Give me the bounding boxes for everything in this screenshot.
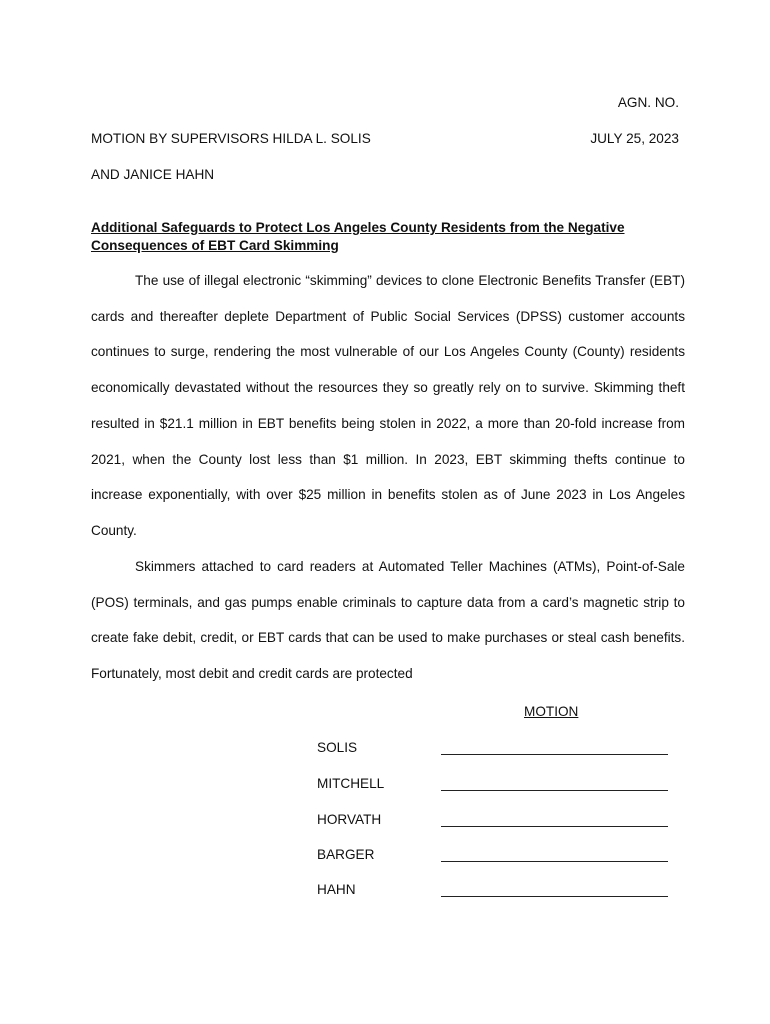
agenda-number-label: AGN. NO. xyxy=(617,95,679,110)
supervisor-name: MITCHELL xyxy=(317,776,385,791)
vote-line xyxy=(441,896,668,897)
motion-title: Additional Safeguards to Protect Los Angeles County Residents from the Negative Consequences of EBT Card Skimming xyxy=(91,220,625,253)
supervisor-name: BARGER xyxy=(317,847,375,862)
vote-line xyxy=(441,790,668,791)
motion-by-line-continued: AND JANICE HAHN xyxy=(91,167,215,182)
body-paragraph-2: Skimmers attached to card readers at Automated Teller Machines (ATMs), Point-of-Sale (POS) terminals, and gas pumps enable criminals to capture data from a card’s magnetic strip to create fake debit, credit, or EBT cards that can be used to make purchases or steal cash benefits. Fortunately, most debit and credit cards are protected xyxy=(91,559,685,682)
body-paragraph-1: The use of illegal electronic “skimming” devices to clone Electronic Benefits Transfer (EBT) cards and thereafter deplete Department of Public Social Services (DPSS) customer accounts continues to surge, rendering the most vulnerable of our Los Angeles County (County) residents economically devastated without the resources they so greatly rely on to survive. Skimming theft resulted in $21.1 million in EBT benefits being stolen in 2022, a more than 20-fold increase from 2021, when the County lost less than $1 million. In 2023, EBT skimming thefts continue to increase exponentially, with over $25 million in benefits stolen as of June 2023 in Los Angeles County. xyxy=(91,273,685,538)
supervisor-name: HAHN xyxy=(317,882,356,897)
vote-line xyxy=(441,754,668,755)
vote-line xyxy=(441,861,668,862)
supervisor-name: HORVATH xyxy=(317,812,382,827)
supervisor-name: SOLIS xyxy=(317,740,358,755)
vote-line xyxy=(441,826,668,827)
motion-date: JULY 25, 2023 xyxy=(590,131,679,146)
motion-by-line: MOTION BY SUPERVISORS HILDA L. SOLIS xyxy=(91,131,371,146)
motion-section-label: MOTION xyxy=(524,704,579,719)
